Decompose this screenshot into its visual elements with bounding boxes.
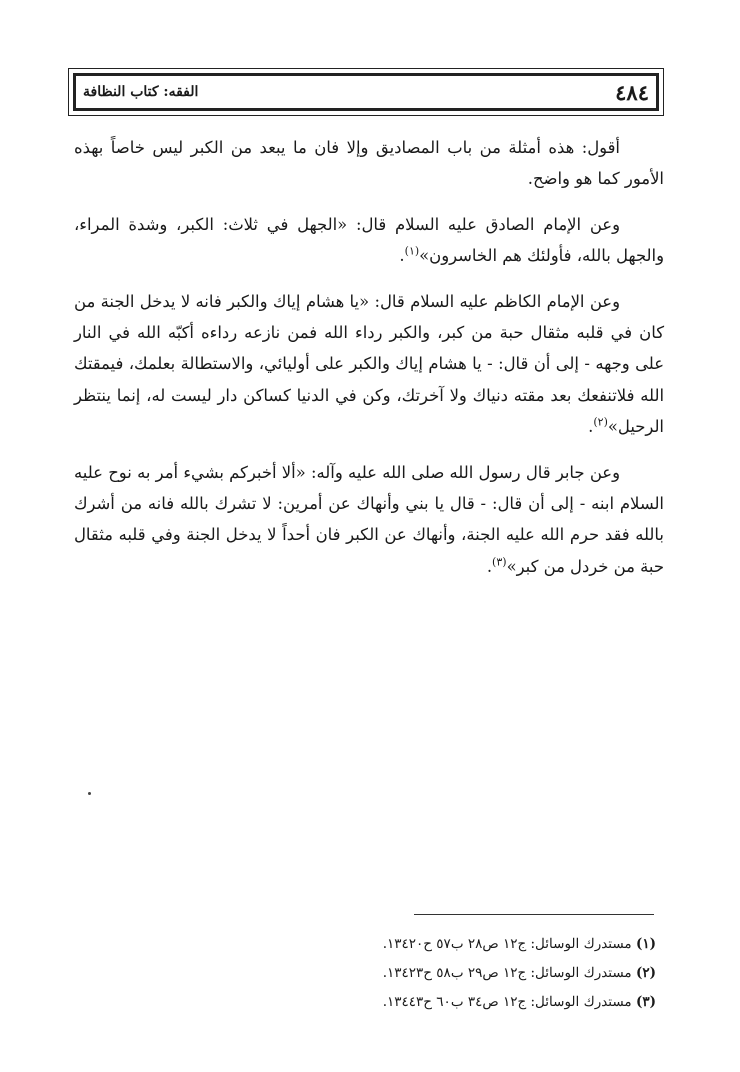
footnote-2-number: (٢): [635, 965, 656, 981]
footnote-ref-2[interactable]: (٢): [593, 415, 608, 429]
paragraph-3-end: .: [588, 417, 594, 437]
footnote-2-text: مستدرك الوسائل: ج١٢ ص٢٩ ب٥٨ ح١٣٤٢٣.: [382, 965, 632, 981]
footnote-1: [336, 930, 656, 959]
paragraph-4-end: .: [486, 556, 493, 576]
main-text: [74, 132, 664, 582]
footnote-ref-1[interactable]: (١): [404, 244, 420, 258]
paragraph-4: [74, 457, 664, 583]
footnotes: [336, 930, 656, 1017]
paragraph-2-end: .: [399, 246, 405, 266]
footnote-1-text: مستدرك الوسائل: ج١٢ ص٢٨ ب٥٧ ح١٣٤٢٠.: [382, 936, 632, 952]
paragraph-1: أقول: هذه أمثلة من باب المصاديق وإلا فان ما يبعد من الكبر ليس خاصاً بهذه الأمور كما هو واضح.: [74, 138, 664, 189]
footnote-separator: [414, 914, 654, 915]
footnote-3-number: (٣): [635, 994, 656, 1010]
page-number: ٤٨٤: [615, 79, 649, 105]
footnote-3: [336, 988, 656, 1017]
footnote-1-number: (١): [635, 936, 656, 952]
running-title: الفقه: كتاب النظافة: [83, 84, 199, 100]
stray-mark: [88, 792, 91, 795]
paragraph-4-text: وعن جابر قال رسول الله صلى الله عليه وآله: «ألا أخبركم بشيء أمر به نوح عليه السلام ابنه - إلى أن قال: - قال يا بني وأنهاك عن أمرين: لا تشرك بالله فانه من أشرك بالله فقد حرم الله عليه الجنة، وأنهاك عن الكبر فان أحداً لا يدخل الجنة وفي قلبه مثقال حبة من خردل من كبر»: [74, 462, 664, 576]
paragraph-3: [74, 286, 664, 443]
footnote-ref-3[interactable]: (٣): [492, 555, 507, 569]
footnote-3-text: مستدرك الوسائل: ج١٢ ص٣٤ ب٦٠ ح١٣٤٤٣.: [382, 994, 632, 1010]
paragraph-2: [74, 209, 664, 272]
paragraph-2-text: وعن الإمام الصادق عليه السلام قال: «الجهل في ثلاث: الكبر، وشدة المراء، والجهل بالله، فأولئك هم الخاسرون»: [74, 214, 664, 266]
page-header: [68, 68, 664, 116]
footnote-2: [336, 959, 656, 988]
paragraph-3-text: وعن الإمام الكاظم عليه السلام قال: «يا هشام إياك والكبر فانه لا يدخل الجنة من كان في قلبه مثقال حبة من كبر، والكبر رداء الله فمن نازعه رداءه أكبّه الله في النار على وجهه - إلى أن قال: - يا هشام إياك والكبر على أوليائي، والاستطالة بعلمك، فيمقتك الله فلاتنفعك بعد مقته دنياك ولا آخرتك، وكن في الدنيا كساكن دار ليست له، إنما ينتظر الرحيل»: [74, 291, 664, 437]
